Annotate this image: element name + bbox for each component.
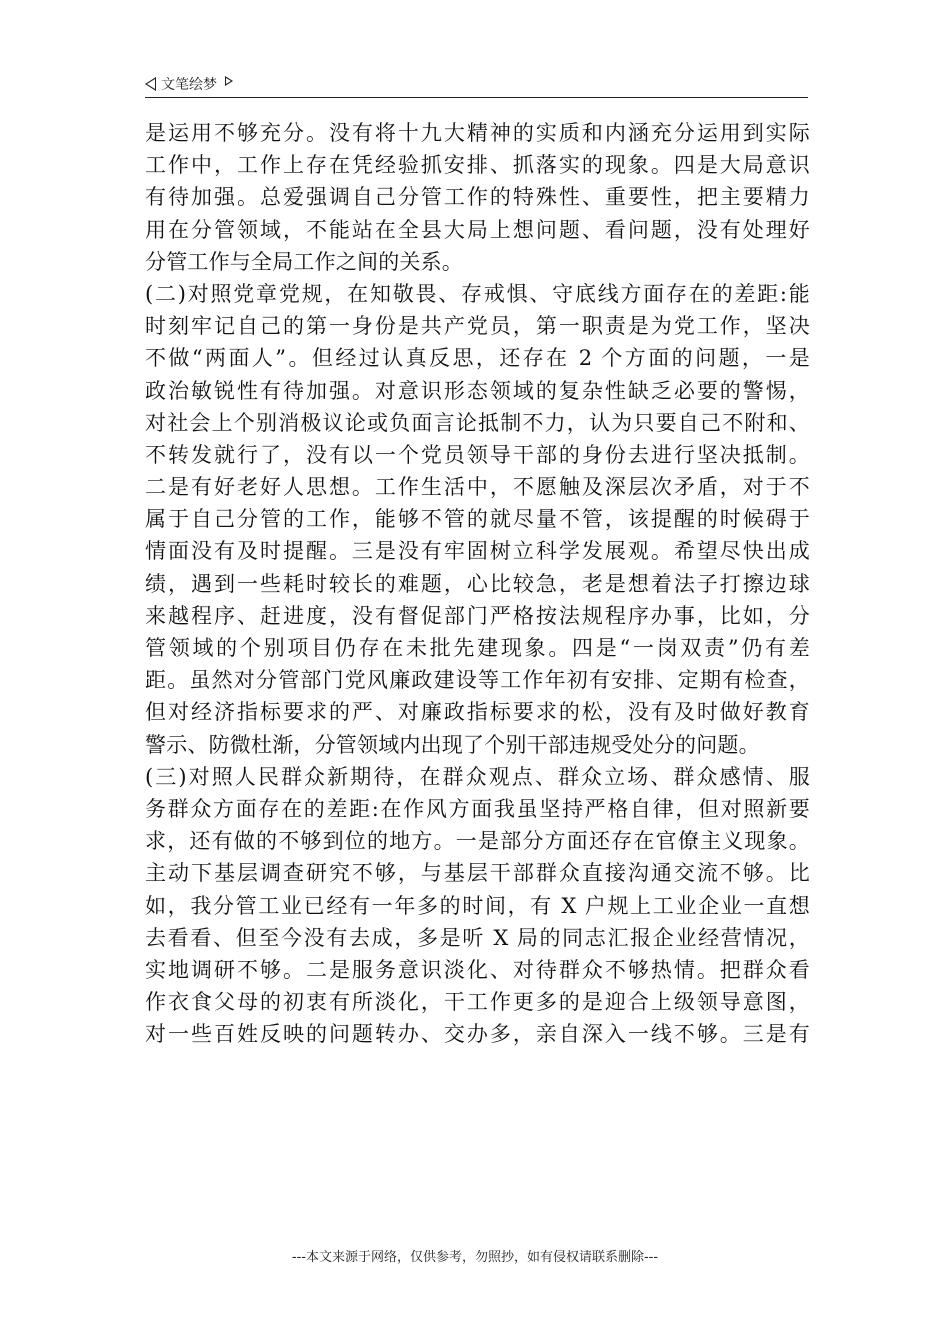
text-line: 属于自己分管的工作，能够不管的就尽量不管，该提醒的时候碍于 [145,507,810,532]
text-line: 作衣食父母的初衷有所淡化，干工作更多的是迎合上级领导意图， [145,990,810,1015]
document-body [145,117,810,1050]
text-line: 用在分管领域，不能站在全县大局上想问题、看问题，没有处理好 [145,217,810,242]
text-line: 工作中，工作上存在凭经验抓安排、抓落实的现象。四是大局意识 [145,153,810,178]
text-line: 来越程序、赶进度，没有督促部门严格按法规程序办事，比如，分 [145,603,810,628]
text-line: 是运用不够充分。没有将十九大精神的实质和内涵充分运用到实际 [145,121,810,145]
header-title: 文笔绘梦 [161,76,217,93]
text-line: 时刻牢记自己的第一身份是共产党员，第一职责是为党工作，坚决 [145,314,810,339]
page-footer: ---本文来源于网络，仅供参考，勿照抄，如有侵权请联系删除--- [291,1250,659,1265]
text-line: 情面没有及时提醒。三是没有牢固树立科学发展观。希望尽快出成 [145,539,810,564]
text-line: 管领域的个别项目仍存在未批先建现象。四是“一岗双责”仍有差 [145,636,810,660]
text-line: 求，还有做的不够到位的地方。一是部分方面还存在官僚主义现象。 [145,829,810,854]
text-line: 有待加强。总爱强调自己分管工作的特殊性、重要性，把主要精力 [145,185,810,210]
page-header [145,70,808,98]
text-line: 绩，遇到一些耗时较长的难题，心比较急，老是想着法子打擦边球 [145,571,810,596]
text-line: 距。虽然对分管部门党风廉政建设等工作年初有安排、定期有检查， [145,668,810,693]
text-line: 分管工作与全局工作之间的关系。 [145,249,463,274]
text-line: 不做“两面人”。但经过认真反思，还存在 2 个方面的问题，一是 [145,346,810,371]
triangle-right-icon [225,76,233,86]
text-line: 对一些百姓反映的问题转办、交办多，亲自深入一线不够。三是有 [145,1022,810,1047]
text-line: 警示、防微杜渐，分管领域内出现了个别干部违规受处分的问题。 [145,732,760,757]
text-line: 如，我分管工业已经有一年多的时间，有 X 户规上工业企业一直想 [145,893,810,918]
text-line: 但对经济指标要求的严、对廉政指标要求的松，没有及时做好教育 [145,700,810,725]
text-line: 政治敏锐性有待加强。对意识形态领域的复杂性缺乏必要的警惕， [145,378,810,403]
text-line: 务群众方面存在的差距:在作风方面我虽坚持严格自律，但对照新要 [145,796,810,821]
text-line: 主动下基层调查研究不够，与基层干部群众直接沟通交流不够。比 [145,861,810,886]
text-line: 去看看、但至今没有去成，多是听 X 局的同志汇报企业经营情况， [145,925,810,950]
text-line: 不转发就行了，没有以一个党员领导干部的身份去进行坚决抵制。 [145,442,810,467]
text-line: 实地调研不够。二是服务意识淡化、对待群众不够热情。把群众看 [145,957,810,982]
triangle-left-icon [145,77,156,91]
section-heading-line: (二)对照党章党规，在知敬畏、存戒惧、守底线方面存在的差距:能 [145,281,810,306]
section-heading-line: (三)对照人民群众新期待，在群众观点、群众立场、群众感情、服 [145,764,810,789]
text-line: 对社会上个别消极议论或负面言论抵制不力，认为只要自己不附和、 [145,410,810,435]
text-line: 二是有好老好人思想。工作生活中，不愿触及深层次矛盾，对于不 [145,475,810,500]
